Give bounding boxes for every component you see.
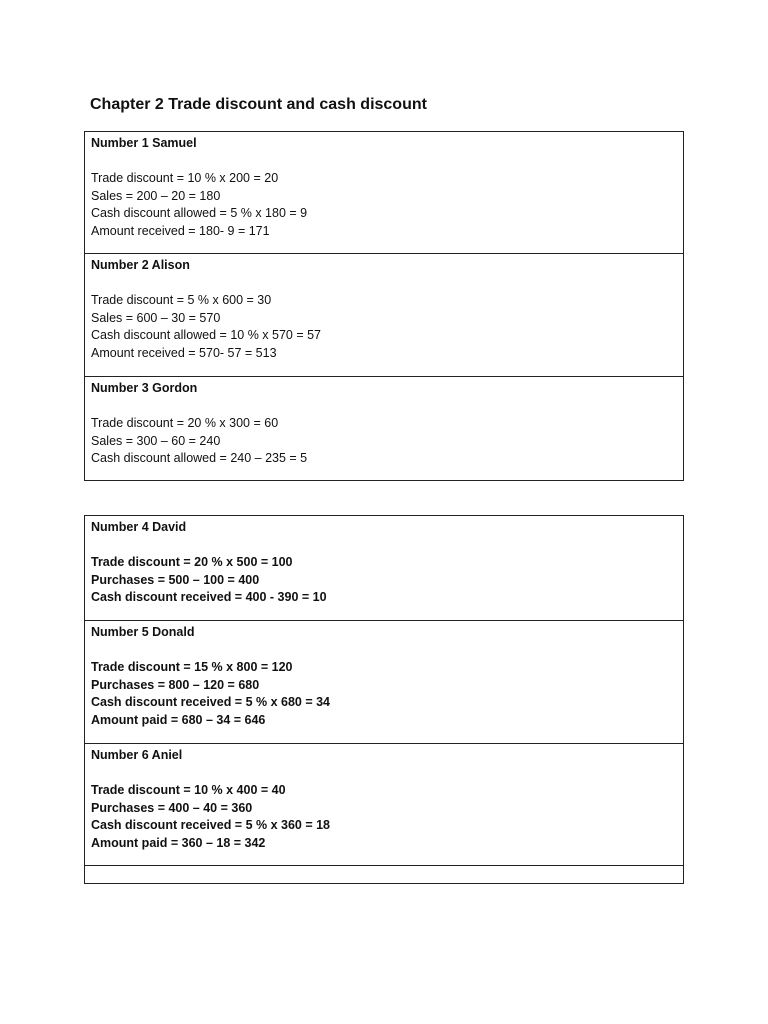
cell-line: Sales = 200 – 20 = 180 [91,188,221,203]
answer-table-purchases [84,515,684,884]
cell-heading: Number 3 Gordon [91,381,198,395]
cell-line: Trade discount = 5 % x 600 = 30 [91,293,272,307]
answer-cell-empty [85,866,683,883]
cell-line: Cash discount allowed = 5 % x 180 = 9 [91,206,308,220]
answer-table-sales [84,131,684,481]
cell-line: Sales = 300 – 60 = 240 [91,433,221,448]
cell-line: Trade discount = 10 % x 400 = 40 [91,783,286,797]
cell-line: Cash discount received = 5 % x 680 = 34 [91,695,331,709]
answer-cell-alison [85,254,683,377]
cell-heading: Number 1 Samuel [91,136,197,150]
cell-line: Trade discount = 20 % x 500 = 100 [91,555,293,569]
cell-line: Amount paid = 680 – 34 = 646 [91,712,266,727]
answer-cell-david [85,516,683,621]
cell-line: Cash discount allowed = 10 % x 570 = 57 [91,328,322,342]
cell-line: Sales = 600 – 30 = 570 [91,310,221,325]
page-title: Chapter 2 Trade discount and cash discount [90,96,427,113]
cell-line: Purchases = 400 – 40 = 360 [91,800,253,815]
cell-line: Cash discount received = 400 - 390 = 10 [91,590,327,604]
cell-line: Amount paid = 360 – 18 = 342 [91,835,266,850]
cell-line: Amount received = 570- 57 = 513 [91,345,277,360]
cell-line: Trade discount = 20 % x 300 = 60 [91,416,279,430]
cell-line: Purchases = 800 – 120 = 680 [91,677,260,692]
cell-line: Cash discount allowed = 240 – 235 = 5 [91,451,308,465]
answer-cell-aniel [85,744,683,866]
cell-heading: Number 4 David [91,520,187,534]
answer-cell-gordon [85,377,683,480]
cell-line: Purchases = 500 – 100 = 400 [91,572,260,587]
cell-line: Amount received = 180- 9 = 171 [91,223,270,238]
cell-heading: Number 2 Alison [91,258,190,272]
cell-line: Trade discount = 10 % x 200 = 20 [91,171,279,185]
cell-heading: Number 5 Donald [91,625,195,639]
cell-line: Trade discount = 15 % x 800 = 120 [91,660,293,674]
cell-line: Cash discount received = 5 % x 360 = 18 [91,818,331,832]
answer-cell-donald [85,621,683,744]
cell-heading: Number 6 Aniel [91,748,183,762]
answer-cell-samuel [85,132,683,254]
